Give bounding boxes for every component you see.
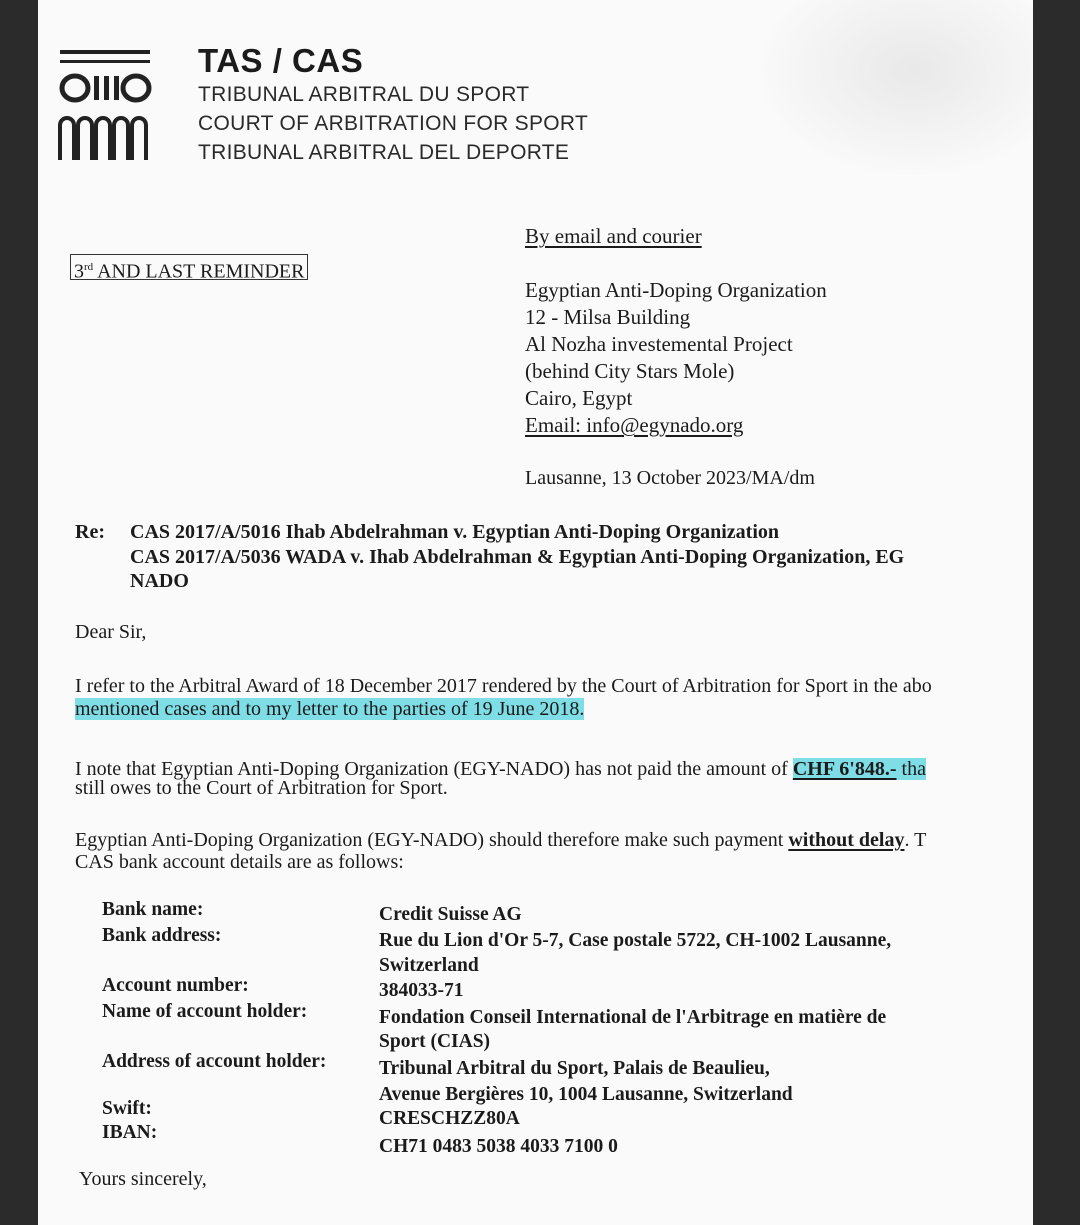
re-case-3: NADO — [130, 570, 189, 592]
recipient-line: Egyptian Anti-Doping Organization — [525, 278, 827, 302]
value-swift: CRESCHZZ80A — [379, 1108, 520, 1129]
value-holder-address-1: Tribunal Arbitral du Sport, Palais de Beaulieu, — [379, 1058, 770, 1079]
header-line-es: TRIBUNAL ARBITRAL DEL DEPORTE — [198, 141, 570, 164]
label-bank-address: Bank address: — [102, 925, 222, 946]
value-iban: CH71 0483 5038 4033 7100 0 — [379, 1136, 618, 1157]
reminder-ordinal: 3 — [74, 260, 84, 283]
reminder-text: AND LAST REMINDER — [93, 260, 305, 283]
label-account-number: Account number: — [102, 975, 249, 996]
paragraph-2-tail: tha — [896, 758, 926, 780]
reminder-box — [70, 254, 308, 283]
highlighted-text: mentioned cases and to my letter to the parties of 19 June 2018. — [75, 698, 585, 720]
scan-shading — [753, 0, 1033, 180]
letter-page — [38, 0, 1033, 1225]
header-line-fr: TRIBUNAL ARBITRAL DU SPORT — [198, 83, 530, 106]
header-line-en: COURT OF ARBITRATION FOR SPORT — [198, 112, 589, 135]
label-holder-name: Name of account holder: — [102, 1001, 308, 1022]
re-label: Re: — [75, 521, 105, 543]
value-bank-name: Credit Suisse AG — [379, 904, 522, 925]
value-account-number: 384033-71 — [379, 980, 464, 1001]
value-holder-address-2: Avenue Bergières 10, 1004 Lausanne, Switzerland — [379, 1084, 793, 1105]
paragraph-3-tail: . T — [904, 829, 927, 851]
without-delay-emphasis: without delay — [788, 829, 905, 851]
reminder-ordinal-suffix: rd — [84, 261, 94, 273]
value-holder-name-2: Sport (CIAS) — [379, 1031, 491, 1052]
value-bank-address-2: Switzerland — [379, 955, 479, 976]
paragraph-2-line-2: still owes to the Court of Arbitration for Sport. — [75, 777, 448, 799]
paragraph-1-line-1: I refer to the Arbitral Award of 18 December 2017 rendered by the Court of Arbitration for Sport in the abo — [75, 675, 932, 697]
recipient-line: Al Nozha investemental Project — [525, 332, 793, 356]
paragraph-2-text: I note that Egyptian Anti-Doping Organization (EGY-NADO) has not paid the amount of — [75, 758, 793, 780]
recipient-line: (behind City Stars Mole) — [525, 359, 735, 383]
recipient-address — [525, 277, 827, 439]
date-line: Lausanne, 13 October 2023/MA/dm — [525, 467, 815, 489]
label-holder-address: Address of account holder: — [102, 1051, 327, 1072]
header-title: TAS / CAS — [198, 42, 364, 79]
recipient-line: Cairo, Egypt — [525, 386, 633, 410]
label-bank-name: Bank name: — [102, 899, 204, 920]
re-case-1: CAS 2017/A/5016 Ihab Abdelrahman v. Egyptian Anti-Doping Organization — [130, 521, 780, 543]
re-case-2: CAS 2017/A/5036 WADA v. Ihab Abdelrahman & Egyptian Anti-Doping Organization, EG — [130, 546, 905, 568]
label-swift: Swift: — [102, 1098, 152, 1119]
paragraph-3-line-2: CAS bank account details are as follows: — [75, 851, 404, 873]
salutation: Dear Sir, — [75, 621, 147, 643]
paragraph-3-text: Egyptian Anti-Doping Organization (EGY-NADO) should therefore make such payment — [75, 829, 789, 851]
delivery-method: By email and courier — [525, 224, 702, 248]
amount-owed: CHF 6'848.- — [792, 758, 897, 780]
recipient-email: Email: info@egynado.org — [525, 413, 744, 437]
tas-cas-logo-icon — [56, 50, 156, 170]
recipient-line: 12 - Milsa Building — [525, 305, 691, 329]
value-holder-name-1: Fondation Conseil International de l'Arbitrage en matière de — [379, 1007, 887, 1028]
paragraph-3-line-1 — [75, 829, 926, 852]
value-bank-address-1: Rue du Lion d'Or 5-7, Case postale 5722, CH-1002 Lausanne, — [379, 930, 892, 951]
closing: Yours sincerely, — [79, 1168, 207, 1190]
paragraph-1-line-2 — [75, 698, 584, 721]
label-iban: IBAN: — [102, 1122, 158, 1143]
